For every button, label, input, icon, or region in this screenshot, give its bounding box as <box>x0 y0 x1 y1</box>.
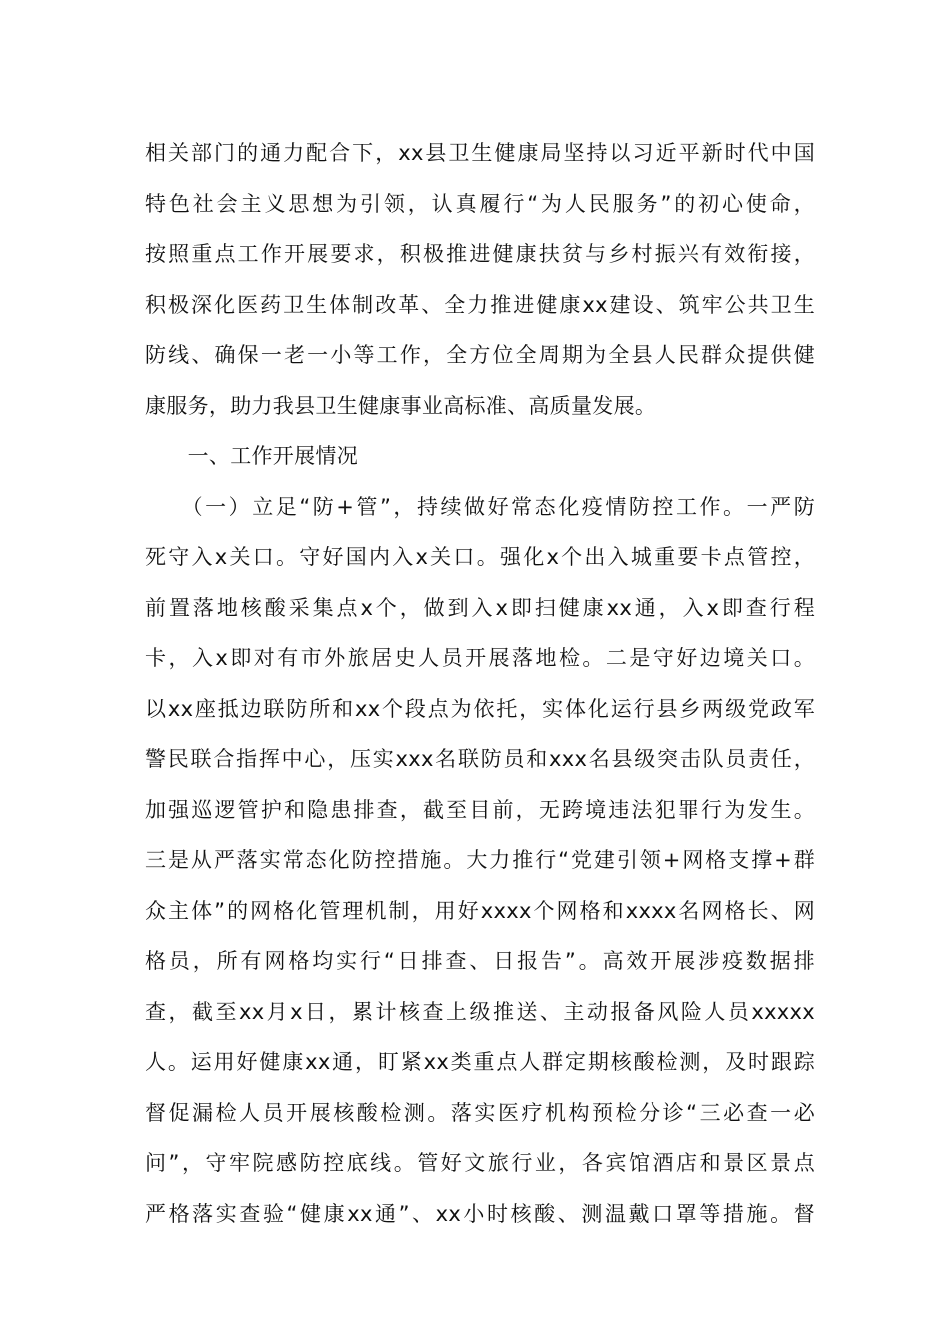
text-line: （一）立足“防+管”，持续做好常态化疫情防控工作。一严防 <box>145 494 815 519</box>
text-line: 查，截至xx月x日，累计核查上级推送、主动报备风险人员xxxxx <box>145 999 815 1024</box>
text-line: 防线、确保一老一小等工作，全方位全周期为全县人民群众提供健 <box>145 343 815 367</box>
text-line: 人。运用好健康xx通，盯紧xx类重点人群定期核酸检测，及时跟踪 <box>145 1050 815 1074</box>
document-body <box>145 128 815 1239</box>
text-line: 死守入x关口。守好国内入x关口。强化x个出入城重要卡点管控， <box>145 545 815 569</box>
text-line: 以xx座抵边联防所和xx个段点为依托，实体化运行县乡两级党政军 <box>145 696 815 721</box>
text-line: 格员，所有网格均实行“日排查、日报告”。高效开展涉疫数据排 <box>145 949 815 973</box>
text-line: 严格落实查验“健康xx通”、xx小时核酸、测温戴口罩等措施。督 <box>145 1201 815 1226</box>
text-line: 康服务，助力我县卫生健康事业高标准、高质量发展。 <box>145 393 657 418</box>
text-line: 三是从严落实常态化防控措施。大力推行“党建引领+网格支撑+群 <box>145 848 815 872</box>
text-line: 前置落地核酸采集点x个，做到入x即扫健康xx通，入x即查行程 <box>145 595 815 620</box>
text-line: 警民联合指挥中心，压实xxx名联防员和xxx名县级突击队员责任， <box>145 747 815 771</box>
text-line: 加强巡逻管护和隐患排查，截至目前，无跨境违法犯罪行为发生。 <box>145 797 815 822</box>
text-line: 卡，入x即对有市外旅居史人员开展落地检。二是守好边境关口。 <box>145 646 815 670</box>
text-line: 问”，守牢院感防控底线。管好文旅行业，各宾馆酒店和景区景点 <box>145 1151 815 1175</box>
text-line: 众主体”的网格化管理机制，用好xxxx个网格和xxxx名网格长、网 <box>145 898 815 923</box>
text-line: 相关部门的通力配合下，xx县卫生健康局坚持以习近平新时代中国 <box>145 141 815 165</box>
text-line: 督促漏检人员开展核酸检测。落实医疗机构预检分诊“三必查一必 <box>145 1100 815 1125</box>
section-heading: 一、工作开展情况 <box>145 444 358 468</box>
text-line: 积极深化医药卫生体制改革、全力推进健康xx建设、筑牢公共卫生 <box>145 292 815 317</box>
text-line: 特色社会主义思想为引领，认真履行“为人民服务”的初心使命， <box>145 191 815 216</box>
text-line: 按照重点工作开展要求，积极推进健康扶贫与乡村振兴有效衔接， <box>145 242 815 266</box>
